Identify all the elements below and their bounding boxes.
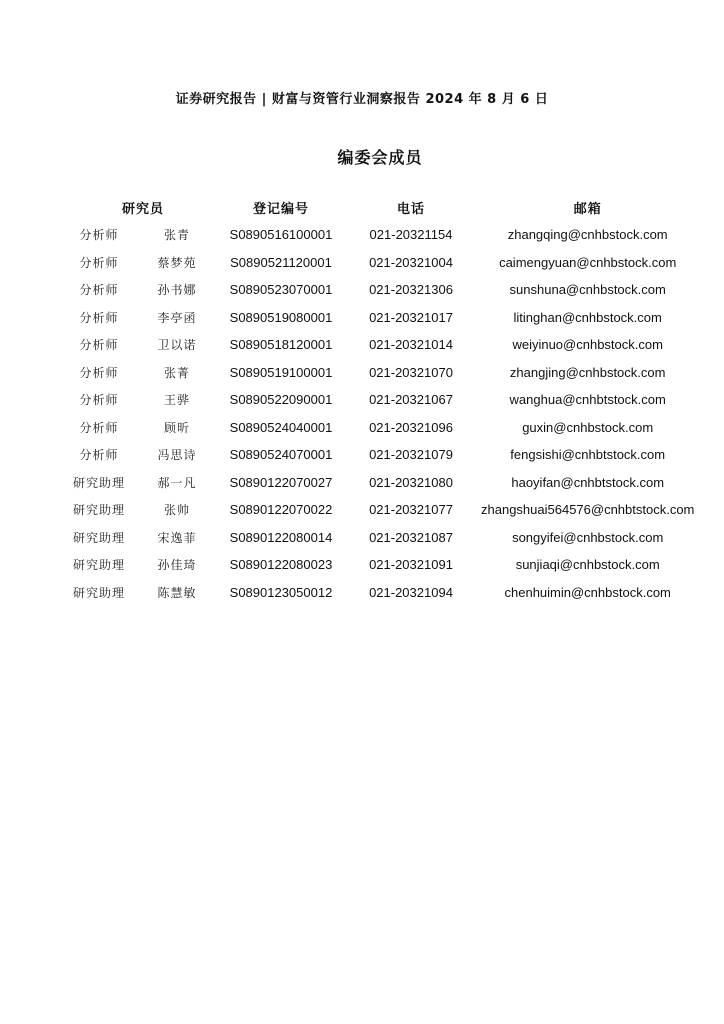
member-registration-number: S0890524040001	[229, 419, 333, 435]
member-registration-number: S0890123050012	[229, 584, 333, 600]
member-name: 顾昕	[163, 420, 190, 435]
table-row	[65, 386, 694, 414]
member-phone: 021-20321096	[369, 419, 453, 435]
member-email: caimengyuan@cnhbstock.com	[499, 254, 677, 270]
member-name: 张青	[163, 228, 190, 243]
member-registration-number: S0890519100001	[229, 364, 333, 380]
table-row	[65, 579, 694, 607]
table-body	[65, 221, 694, 606]
column-header-email: 邮箱	[573, 201, 602, 217]
member-email: litinghan@cnhbstock.com	[513, 309, 662, 325]
member-registration-number: S0890122070022	[229, 502, 333, 518]
member-registration-number: S0890122080023	[229, 557, 333, 573]
member-phone: 021-20321080	[369, 474, 453, 490]
member-registration-number: S0890122070027	[229, 474, 333, 490]
editorial-board-table	[65, 193, 694, 606]
member-phone: 021-20321014	[369, 337, 453, 353]
member-role: 分析师	[79, 228, 119, 243]
table-header-row	[65, 193, 694, 221]
member-phone: 021-20321004	[369, 254, 453, 270]
member-name: 张菁	[163, 365, 190, 380]
table-row	[65, 551, 694, 579]
table-row	[65, 359, 694, 387]
member-registration-number: S0890519080001	[229, 309, 333, 325]
table-row	[65, 469, 694, 497]
member-phone: 021-20321154	[369, 227, 453, 243]
column-header-reg-no: 登记编号	[252, 201, 309, 217]
member-role: 分析师	[79, 420, 119, 435]
member-registration-number: S0890524070001	[229, 447, 333, 463]
member-phone: 021-20321091	[369, 557, 453, 573]
table-row	[65, 304, 694, 332]
member-phone: 021-20321079	[369, 447, 453, 463]
table-row	[65, 441, 694, 469]
member-email: weiyinuo@cnhbstock.com	[512, 337, 663, 353]
member-name: 卫以诺	[157, 338, 197, 353]
member-name: 蔡梦苑	[157, 255, 197, 270]
member-phone: 021-20321067	[369, 392, 453, 408]
member-name: 孙书娜	[157, 283, 197, 298]
table-row	[65, 331, 694, 359]
member-email: sunshuna@cnhbstock.com	[509, 282, 666, 298]
member-email: sunjiaqi@cnhbstock.com	[515, 557, 660, 573]
member-role: 分析师	[79, 338, 119, 353]
member-registration-number: S0890522090001	[229, 392, 333, 408]
member-registration-number: S0890122080014	[229, 529, 333, 545]
member-name: 郝一凡	[157, 475, 197, 490]
member-name: 孙佳琦	[157, 558, 197, 573]
member-role: 研究助理	[72, 585, 125, 600]
column-header-researcher: 研究员	[121, 201, 164, 217]
report-header: 证券研究报告 | 财富与资管行业洞察报告 2024 年 8 月 6 日	[175, 92, 549, 107]
table-row	[65, 249, 694, 277]
table-row	[65, 276, 694, 304]
member-name: 宋逸菲	[157, 530, 197, 545]
member-role: 分析师	[79, 310, 119, 325]
member-role: 分析师	[79, 393, 119, 408]
member-email: songyifei@cnhbstock.com	[512, 529, 664, 545]
table-row	[65, 221, 694, 249]
member-phone: 021-20321306	[369, 282, 453, 298]
member-email: chenhuimin@cnhbstock.com	[504, 584, 671, 600]
member-role: 分析师	[79, 283, 119, 298]
member-role: 分析师	[79, 365, 119, 380]
member-registration-number: S0890516100001	[229, 227, 333, 243]
table-row	[65, 524, 694, 552]
member-name: 张帅	[163, 503, 190, 518]
member-name: 王骅	[163, 393, 190, 408]
member-email: fengsishi@cnhbtstock.com	[510, 447, 666, 463]
member-registration-number: S0890518120001	[229, 337, 333, 353]
member-email: haoyifan@cnhbtstock.com	[511, 474, 665, 490]
member-name: 冯思诗	[157, 448, 197, 463]
member-role: 研究助理	[72, 475, 125, 490]
member-registration-number: S0890521120001	[230, 254, 332, 270]
member-phone: 021-20321077	[369, 502, 453, 518]
member-role: 研究助理	[72, 558, 125, 573]
table-row	[65, 496, 694, 524]
member-phone: 021-20321087	[369, 529, 453, 545]
member-email: zhangshuai564576@cnhbtstock.com	[481, 502, 695, 518]
member-role: 分析师	[79, 448, 119, 463]
table-row	[65, 414, 694, 442]
member-registration-number: S0890523070001	[229, 282, 333, 298]
member-email: wanghua@cnhbtstock.com	[509, 392, 666, 408]
member-phone: 021-20321094	[369, 584, 453, 600]
member-email: zhangjing@cnhbstock.com	[509, 364, 666, 380]
column-header-phone: 电话	[396, 201, 425, 217]
page-title: 编委会成员	[337, 148, 423, 167]
member-phone: 021-20321070	[369, 364, 453, 380]
member-email: guxin@cnhbstock.com	[522, 419, 654, 435]
member-phone: 021-20321017	[369, 309, 453, 325]
member-role: 研究助理	[72, 530, 125, 545]
member-role: 分析师	[79, 255, 119, 270]
member-name: 李亭函	[157, 310, 197, 325]
member-email: zhangqing@cnhbstock.com	[507, 227, 668, 243]
member-name: 陈慧敏	[157, 585, 197, 600]
member-role: 研究助理	[72, 503, 125, 518]
